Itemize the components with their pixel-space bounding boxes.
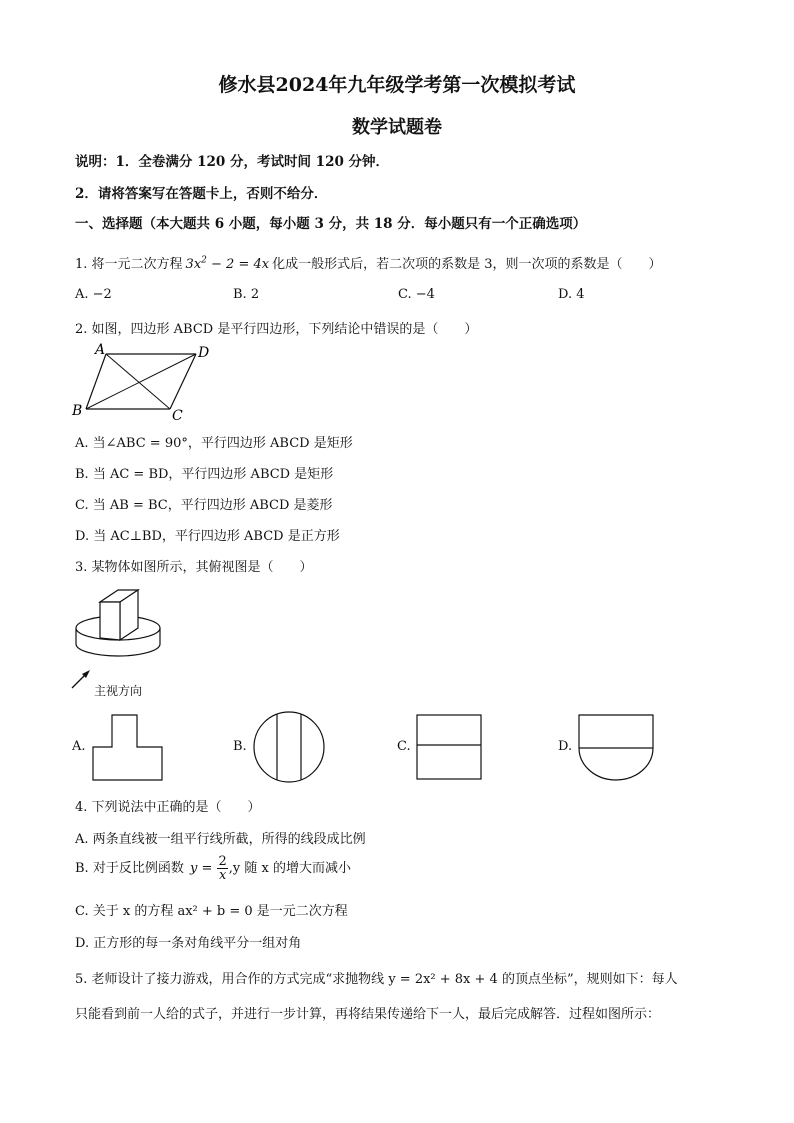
question-4-option-a[interactable]: A. 两条直线被一组平行线所截，所得的线段成比例 <box>75 832 366 847</box>
vertex-label-b: B <box>72 403 83 419</box>
vertex-label-a: A <box>95 342 106 358</box>
question-2-option-c[interactable]: C. 当 AB = BC，平行四边形 ABCD 是菱形 <box>75 498 333 513</box>
question-1-option-a[interactable]: A. −2 <box>75 287 112 302</box>
exam-subtitle: 数学试题卷 <box>352 117 442 138</box>
section-heading-multiple-choice: 一、选择题（本大题共 6 小题，每小题 3 分，共 18 分．每小题只有一个正确选项） <box>75 216 587 232</box>
instruction-line-1: 说明：1．全卷满分 120 分，考试时间 120 分钟． <box>75 154 390 170</box>
question-3-option-c-figure[interactable] <box>416 714 482 780</box>
question-3-option-b-label[interactable]: B. <box>233 739 247 754</box>
question-4-option-b[interactable]: B. 对于反比例函数 y = $\frac{2}{x}$ ,y 随 x 的增大而减小 <box>75 854 351 883</box>
question-2-stem: 2. 如图，四边形 ABCD 是平行四边形，下列结论中错误的是（ ） <box>75 322 478 337</box>
question-4-stem: 4. 下列说法中正确的是（ ） <box>75 800 261 815</box>
question-3-option-a-label[interactable]: A. <box>72 739 86 754</box>
question-3-option-c-label[interactable]: C. <box>397 739 411 754</box>
question-1-option-c[interactable]: C. −4 <box>398 287 435 302</box>
question-3-option-b-figure[interactable] <box>252 711 328 783</box>
question-1-stem-pre: 1. 将一元二次方程 <box>75 257 183 272</box>
function-variable-y: y = <box>189 861 213 876</box>
question-3-option-d-label[interactable]: D. <box>558 739 573 754</box>
question-4-option-c[interactable]: C. 关于 x 的方程 ax² + b = 0 是一元二次方程 <box>75 904 348 919</box>
instruction-line-2: 2．请将答案写在答题卡上，否则不给分． <box>75 186 328 202</box>
question-4-option-d[interactable]: D. 正方形的每一条对角线平分一组对角 <box>75 936 302 951</box>
fraction-numerator: 2 <box>218 854 227 869</box>
question-3-option-d-figure[interactable] <box>578 714 654 782</box>
question-2-option-a[interactable]: A. 当∠ABC = 90°，平行四边形 ABCD 是矩形 <box>75 436 353 451</box>
fraction-two-over-x <box>217 855 227 882</box>
fraction-denominator: x <box>218 868 227 883</box>
question-3-stem: 3. 某物体如图所示，其俯视图是（ ） <box>75 560 313 575</box>
exam-title: 修水县2024年九年级学考第一次模拟考试 <box>218 74 576 96</box>
question-2-option-d[interactable]: D. 当 AC⊥BD，平行四边形 ABCD 是正方形 <box>75 529 340 544</box>
question-4-option-b-pre: B. 对于反比例函数 <box>75 861 184 876</box>
question-1-stem <box>75 253 662 272</box>
vertex-label-c: C <box>172 408 183 424</box>
question-4-option-b-post: y 随 x 的增大而减小 <box>232 861 351 876</box>
question-1-option-b[interactable]: B. 2 <box>233 287 260 302</box>
vertex-label-d: D <box>198 345 210 361</box>
solid-object-figure <box>70 582 180 692</box>
view-direction-caption: 主视方向 <box>94 684 143 698</box>
question-3-option-a-figure[interactable] <box>92 714 164 782</box>
question-1-option-d[interactable]: D. 4 <box>558 287 585 302</box>
question-1-stem-post: 化成一般形式后，若二次项的系数是 3，则一次项的系数是（ ） <box>272 257 662 272</box>
parallelogram-figure <box>70 340 220 422</box>
question-5-stem-line-1: 5. 老师设计了接力游戏，用合作的方式完成“求抛物线 y = 2x² + 8x + 4 的顶点坐标”，规则如下：每人 <box>75 972 678 987</box>
question-1-equation: $3x^2 - 2 = 4x$ <box>185 255 270 272</box>
question-2-option-b[interactable]: B. 当 AC = BD，平行四边形 ABCD 是矩形 <box>75 467 334 482</box>
question-5-stem-line-2: 只能看到前一人给的式子，并进行一步计算，再将结果传递给下一人，最后完成解答．过程如图所示： <box>75 1007 661 1022</box>
